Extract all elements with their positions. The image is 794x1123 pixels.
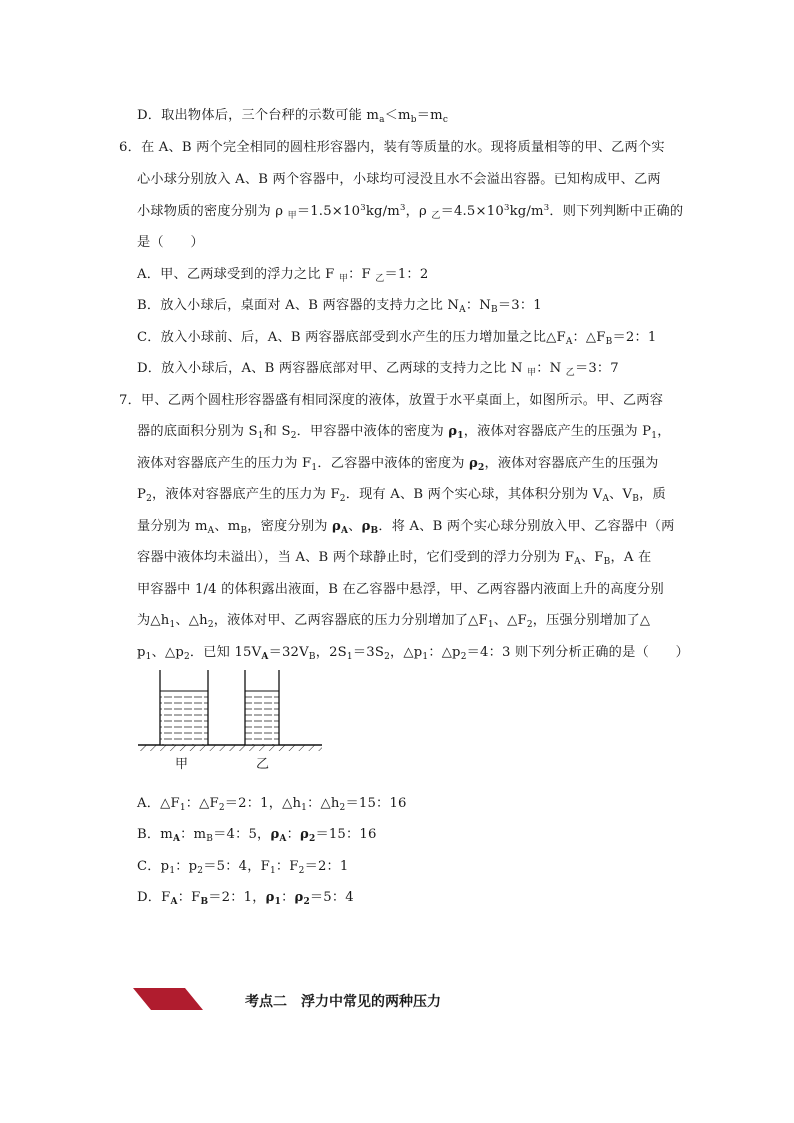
q7-option-a: A．$\triangle F_1$：$\triangle F_2=2$：1，$\triangle h_1$：$\triangle h_2=15$：16 bbox=[137, 796, 407, 813]
section-title: 考点二 浮力中常见的两种压力 bbox=[245, 994, 441, 1010]
q6-option-b: B．放入小球后，桌面对 A、B 两容器的支持力之比 $N_A$：$N_B=3$：1 bbox=[137, 298, 542, 315]
q6-stem-line-3: 小球物质的密度分别为 ρ $_甲=1.5\times 10^3kg/m^3$，ρ $_乙=4.5\times 10^3kg/m^3$．则下列判断中正确的 bbox=[137, 203, 684, 221]
q7-stem-line-8: 为$\triangle h_1$、$\triangle h_2$，液体对甲、乙两容器底的压力分别增加了$\triangle F_1$、$\triangle F_2$，压强分别增加了△ bbox=[137, 613, 651, 630]
containers-diagram bbox=[138, 664, 322, 772]
q7-stem-line-4: $P_2$，液体对容器底产生的压力为 $F_2$．现有 A、B 两个实心球，其体积分别为 $V_A$、$V_B$，质 bbox=[137, 487, 666, 504]
left-liquid bbox=[160, 691, 208, 745]
q7-stem-line-6: 容器中液体均未溢出），当 A、B 两个球静止时，它们受到的浮力分别为 $F_A$、$F_B$，A 在 bbox=[137, 550, 652, 567]
section-banner-shape bbox=[133, 988, 203, 1010]
q7-stem-line-2: 器的底面积分别为 $S_1$和 $S_2$．甲容器中液体的密度为 $\rho_1$，液体对容器底产生的压强为 $P_1$， bbox=[137, 424, 671, 441]
q7-stem-line-9: $p_1$、$\triangle p_2$．已知 $15V_A=32V_B$，$2S_1=3S_2$，$\triangle p_1$：$\triangle p_2=4$：3 则下列分析正确的是（ ） bbox=[137, 645, 690, 662]
q6-option-c: C．放入小球前、后，A、B 两容器底部受到水产生的压力增加量之比$\triangle F_A$：$\triangle F_B=2$：1 bbox=[137, 330, 657, 347]
q7-stem-line-7: 甲容器中 1/4 的体积露出液面，B 在乙容器中悬浮，甲、乙两容器内液面上升的高度分别 bbox=[137, 582, 664, 597]
figure-label-yi: 乙 bbox=[256, 757, 270, 772]
q6-option-d: D．放入小球后，A、B 两容器底部对甲、乙两球的支持力之比 N $_甲$：N $_乙$＝3：7 bbox=[137, 361, 619, 378]
q7-stem-line-5: 量分别为 $m_A$、$m_B$，密度分别为 $\rho_A$、$\rho_B$．将 A、B 两个实心球分别放入甲、乙容器中（两 bbox=[137, 519, 675, 536]
q7-option-c: C．$p_1$：$p_2=5$：4，$F_1$：$F_2=2$：1 bbox=[137, 859, 349, 876]
ground-hatch bbox=[138, 745, 322, 751]
q7-stem-line-3: 液体对容器底产生的压力为 $F_1$．乙容器中液体的密度为 $\rho_2$，液体对容器底产生的压强为 bbox=[137, 456, 659, 473]
figure-label-jia: 甲 bbox=[175, 757, 189, 772]
q7-stem-line-1: 7．甲、乙两个圆柱形容器盛有相同深度的液体，放置于水平桌面上，如图所示。甲、乙两容 bbox=[119, 393, 664, 408]
q7-option-b: B．$m_A$：$m_B=4$：5，$\rho_A$：$\rho_2=15$：16 bbox=[137, 827, 377, 844]
containers-figure bbox=[138, 664, 322, 772]
q7-option-d: D．$F_A$：$F_B=2$：1，$\rho_1$：$\rho_2=5$：4 bbox=[137, 890, 354, 907]
q6-option-a: A．甲、乙两球受到的浮力之比 F $_甲$：F $_乙$＝1：2 bbox=[137, 267, 429, 284]
q5-option-d: D．取出物体后，三个台秤的示数可能 $m_a<m_b=m_c$ bbox=[137, 108, 449, 125]
q6-stem-line-4: 是（ ） bbox=[137, 235, 204, 250]
q6-stem-line-1: 6．在 A、B 两个完全相同的圆柱形容器内，装有等质量的水。现将质量相等的甲、乙两个实 bbox=[119, 140, 665, 155]
q6-stem-line-2: 心小球分别放入 A、B 两个容器中，小球均可浸没且水不会溢出容器。已知构成甲、乙两 bbox=[137, 172, 661, 187]
right-liquid bbox=[245, 691, 279, 745]
